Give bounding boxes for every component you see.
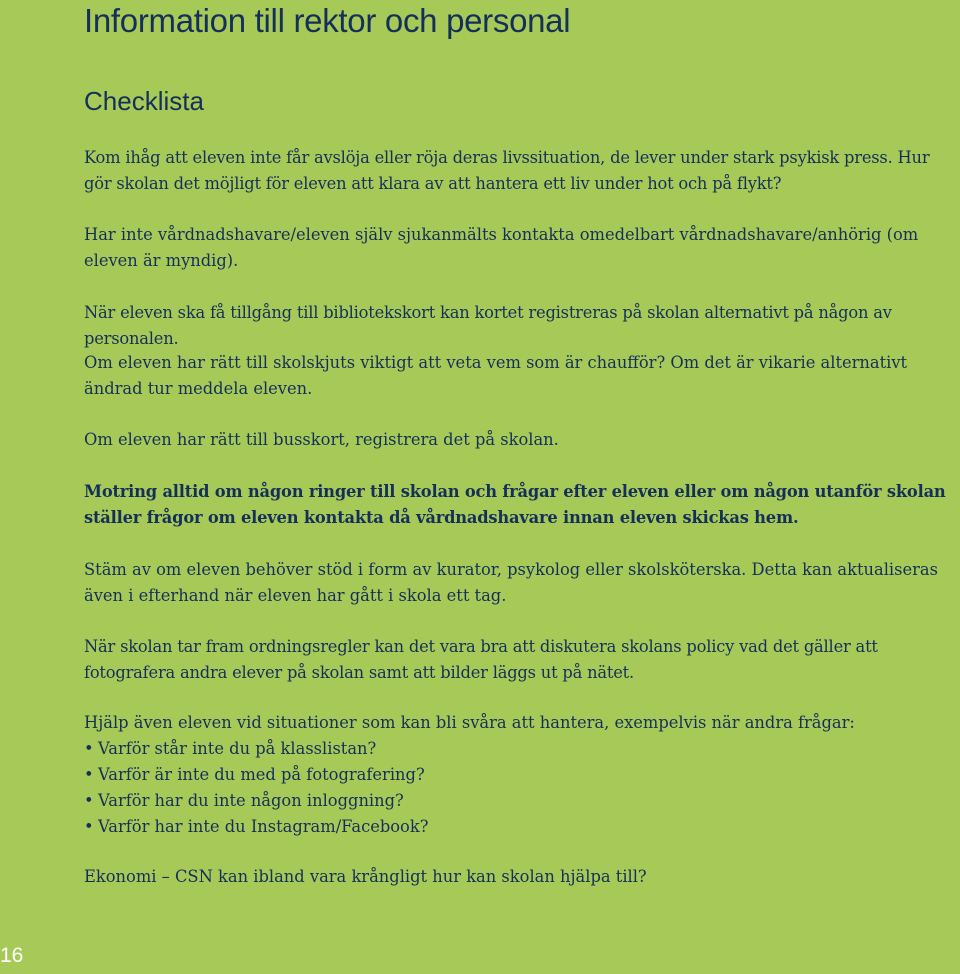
paragraph-support: Stäm av om eleven behöver stöd i form av kurator, psykolog eller skolsköterska. Detta kan aktualiseras även i efterhand när eleven har gått i skola ett tag.: [84, 560, 938, 605]
list-item: • Varför har inte du Instagram/Facebook?: [84, 814, 428, 840]
paragraph-intro: Kom ihåg att eleven inte får avslöja eller röja deras livssituation, de lever under stark psykisk press. Hur gör skolan det möjligt för eleven att klara av att hantera ett liv under hot och på flykt?: [84, 148, 930, 193]
page-title: Information till rektor och personal: [84, 2, 571, 39]
bullet-icon: •: [84, 739, 94, 758]
list-item: • Varför är inte du med på fotografering?: [84, 762, 428, 788]
list-item: • Varför har du inte någon inloggning?: [84, 788, 428, 814]
paragraph-economy: Ekonomi – CSN kan ibland vara krångligt hur kan skolan hjälpa till?: [84, 867, 647, 886]
paragraph-sick-leave: Har inte vårdnadshavare/eleven själv sjukanmälts kontakta omedelbart vårdnadshavare/anhörig (om eleven är myndig).: [84, 225, 919, 270]
paragraph-callback-warning: Motring alltid om någon ringer till skolan och frågar efter eleven eller om någon utanför skolan ställer frågor om eleven kontakta då vårdnadshavare innan eleven skickas hem.: [84, 482, 946, 527]
bullet-icon: •: [84, 791, 94, 810]
list-item: • Varför står inte du på klasslistan?: [84, 736, 428, 762]
page-number: 16: [0, 944, 24, 967]
paragraph-school-transport: Om eleven har rätt till skolskjuts viktigt att veta vem som är chaufför? Om det är vikarie alternativt ändrad tur meddela eleven.: [84, 353, 908, 398]
paragraph-difficult-situations: Hjälp även eleven vid situationer som kan bli svåra att hantera, exempelvis när andra frågar:: [84, 713, 855, 732]
bullet-icon: •: [84, 817, 94, 836]
section-title-checklista: Checklista: [84, 86, 204, 116]
question-list: [84, 736, 428, 840]
bullet-icon: •: [84, 765, 94, 784]
paragraph-bus-card: Om eleven har rätt till busskort, registrera det på skolan.: [84, 430, 559, 449]
paragraph-photo-policy: När skolan tar fram ordningsregler kan det vara bra att diskutera skolans policy vad det gäller att fotografera andra elever på skolan samt att bilder läggs ut på nätet.: [84, 637, 878, 682]
paragraph-library-card: När eleven ska få tillgång till bibliotekskort kan kortet registreras på skolan alternativt på någon av personalen.: [84, 303, 892, 348]
